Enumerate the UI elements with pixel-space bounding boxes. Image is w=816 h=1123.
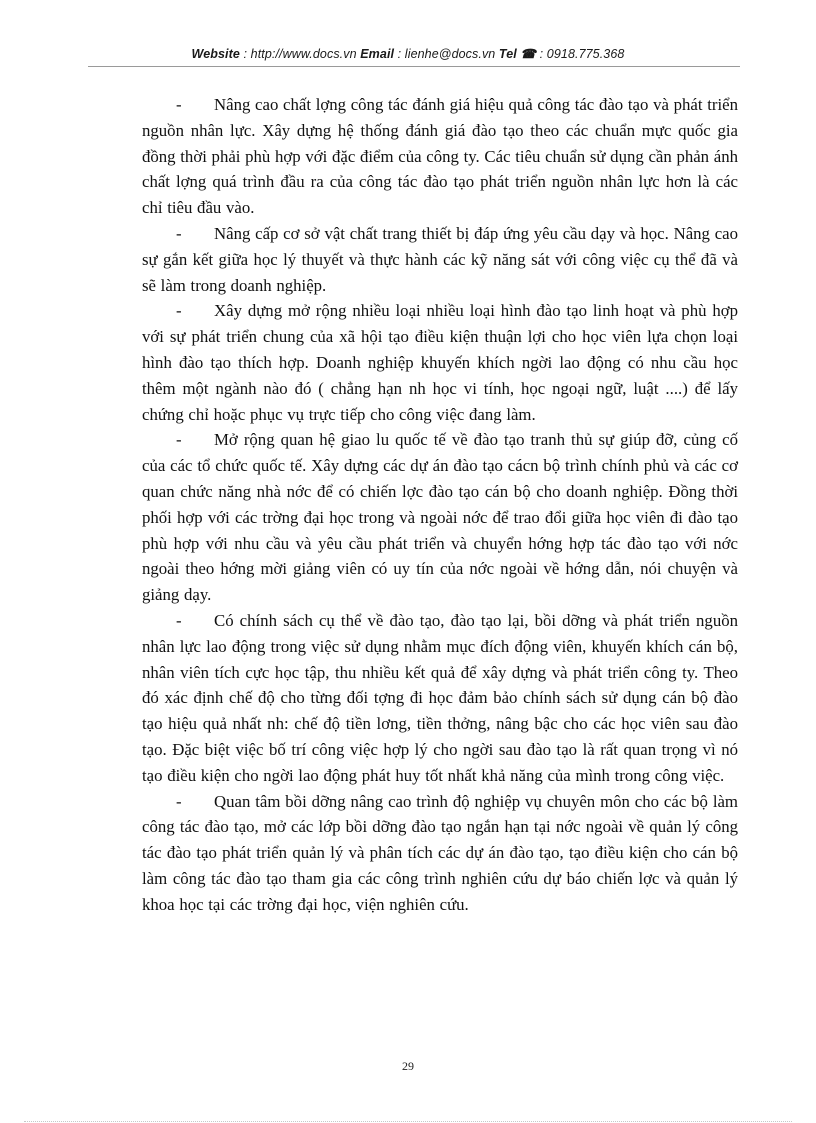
page-number: 29	[402, 1059, 414, 1073]
website-value: : http://www.docs.vn	[239, 47, 361, 61]
website-label: Website	[191, 47, 240, 61]
tel-label: Tel	[498, 47, 517, 61]
bullet-dash: -	[176, 223, 182, 243]
email-value: : lienhe@docs.vn	[394, 47, 499, 61]
footer-divider	[24, 1121, 792, 1122]
paragraph-text: Quan tâm bồi dỡng nâng cao trình độ nghiệp vụ chuyên môn cho các bộ làm công tác đào tạo, mở các lớp bồi dỡng đào tạo ngắn hạn tại nớc ngoài về quản lý công tác đào tạo phát triển quản lý và phân tích các dự án đào tạo, tạo điều kiện cho cán bộ làm công tác đào tạo tham gia các công trình nghiên cứu dự báo chiến lợc và quản lý khoa học tại các trờng đại học, viện nghiên cứu.	[142, 791, 738, 914]
header-divider	[88, 66, 740, 67]
bullet-dash: -	[176, 95, 182, 114]
phone-icon: ☎	[520, 47, 537, 61]
paragraph-text: Nâng cấp cơ sở vật chất trang thiết bị đáp ứng yêu cầu dạy và học. Nâng cao sự gắn kết giữa học lý thuyết và thực hành các kỹ năng sát với công việc cụ thể đã và sẽ làm trong doanh nghiệp.	[142, 223, 738, 295]
paragraph-text: Xây dựng mở rộng nhiều loại nhiều loại hình đào tạo linh hoạt và phù hợp với sự phát triển chung của xã hội tạo điều kiện thuận lợi cho học viên lựa chọn loại hình đào tạo thích hợp. Doanh nghiệp khuyến khích ngời lao động có nhu cầu học thêm một ngành nào đó ( chẳng hạn nh học vi tính, học ngoại ngữ, luật ....) để lấy chứng chỉ hoặc phục vụ trực tiếp cho công việc đang làm.	[142, 301, 738, 424]
paragraph	[142, 221, 738, 298]
paragraph	[142, 427, 738, 608]
bullet-dash: -	[176, 791, 182, 811]
paragraph	[142, 608, 738, 789]
paragraph-text: Nâng cao chất lợng công tác đánh giá hiệu quả công tác đào tạo và phát triển nguồn nhân lực. Xây dựng hệ thống đánh giá đào tạo theo các chuẩn mực quốc gia đồng thời phải phù hợp với đặc điểm của công ty. Các tiêu chuẩn sử dụng cần phản ánh chất lợng quá trình đầu ra của công tác đào tạo phát triển nguồn nhân lực hơn là các chỉ tiêu đầu vào.	[142, 95, 738, 218]
paragraph	[142, 789, 738, 918]
bullet-dash: -	[176, 301, 182, 321]
paragraph	[142, 92, 738, 221]
bullet-dash: -	[176, 430, 182, 450]
document-body	[142, 92, 738, 918]
bullet-dash: -	[176, 610, 182, 630]
paragraph-text: Có chính sách cụ thể về đào tạo, đào tạo lại, bồi dỡng và phát triển nguồn nhân lực lao động trong việc sử dụng nhằm mục đích động viên, khuyến khích cán bộ, nhân viên tích cực học tập, thu nhiều kết quả để xây dựng và phát triển công ty. Theo đó xác định chế độ cho từng đối tợng đi học đảm bảo chính sách sử dụng cán bộ đào tạo hiệu quả nhất nh: chế độ tiền lơng, tiền thởng, nâng bậc cho các học viên sau đào tạo. Đặc biệt việc bố trí công việc hợp lý cho ngời sau đào tạo là rất quan trọng vì nó tạo điều kiện cho ngời lao động phát huy tốt nhất khả năng của mình trong công việc.	[142, 610, 738, 785]
paragraph-text: Mở rộng quan hệ giao lu quốc tế về đào tạo tranh thủ sự giúp đỡ, củng cố của các tổ chức quốc tế. Xây dựng các dự án đào tạo cácn bộ trình chính phủ và các cơ quan chức năng nhà nớc để có chiến lợc đào tạo cán bộ cho doanh nghiệp. Đồng thời phối hợp với các trờng đại học trong và ngoài nớc để trao đổi giữa học viên đi đào tạo phù hợp với nhu cầu và yêu cầu phát triển và chuyển hớng hợp tác đào tạo với nớc ngoài theo hớng mời giảng viên có uy tín của nớc ngoài về hớng dẫn, nói chuyện và giảng dạy.	[142, 430, 738, 605]
email-label: Email	[360, 47, 395, 61]
tel-value: : 0918.775.368	[536, 47, 625, 61]
page-header	[0, 46, 816, 61]
paragraph	[142, 298, 738, 427]
